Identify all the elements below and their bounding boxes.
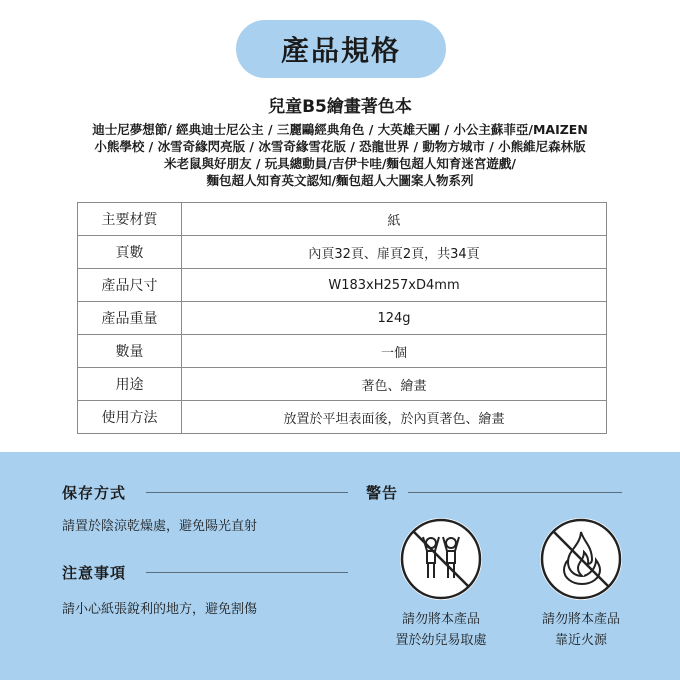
table-row (78, 401, 607, 434)
spec-value: 124g (182, 302, 607, 335)
storage-heading: 保存方式 (62, 484, 127, 502)
spec-label: 數量 (78, 335, 182, 368)
divider (146, 572, 348, 573)
compatible-series-list (30, 121, 650, 189)
compat-line: 迪士尼夢想節/ 經典迪士尼公主 / 三麗鷗經典角色 / 大英雄天團 / 小公主蘇菲亞/MAIZEN (92, 122, 588, 137)
table-row (78, 335, 607, 368)
product-subtitle: 兒童B5繪畫著色本 (268, 97, 412, 117)
no-children-icon (400, 518, 482, 600)
spec-value: W183xH257xD4mm (182, 269, 607, 302)
spec-label: 主要材質 (78, 203, 182, 236)
table-row (78, 368, 607, 401)
divider (408, 492, 622, 493)
warning-caption-line: 置於幼兒易取處 (395, 633, 487, 648)
compat-line: 麵包超人知育英文認知/麵包超人大圖案人物系列 (206, 173, 474, 188)
warning-heading: 警告 (366, 484, 399, 502)
no-fire-icon (540, 518, 622, 600)
spec-value: 一個 (182, 335, 607, 368)
compat-line: 米老鼠與好朋友 / 玩具總動員/吉伊卡哇/麵包超人知育迷宮遊戲/ (164, 156, 516, 171)
spec-label: 頁數 (78, 236, 182, 269)
notes-text: 請小心紙張銳利的地方，避免割傷 (62, 602, 258, 617)
divider (146, 492, 348, 493)
notes-heading: 注意事項 (62, 564, 127, 582)
spec-label: 產品尺寸 (78, 269, 182, 302)
spec-label: 使用方法 (78, 401, 182, 434)
table-row (78, 236, 607, 269)
table-row (78, 203, 607, 236)
page-title: 產品規格 (236, 20, 446, 78)
warning-caption-line: 請勿將本產品 (401, 612, 480, 627)
spec-value: 紙 (182, 203, 607, 236)
storage-text: 請置於陰涼乾燥處，避免陽光直射 (62, 519, 258, 534)
warning-caption-line: 靠近火源 (554, 633, 607, 648)
spec-value: 著色、繪畫 (182, 368, 607, 401)
table-row (78, 302, 607, 335)
spec-label: 用途 (78, 368, 182, 401)
spec-value: 內頁32頁、扉頁2頁，共34頁 (182, 236, 607, 269)
table-row (78, 269, 607, 302)
warning-caption (371, 609, 511, 651)
warning-caption-line: 請勿將本產品 (541, 612, 620, 627)
care-info-panel (0, 452, 680, 680)
compat-line: 小熊學校 / 冰雪奇緣閃亮版 / 冰雪奇緣雪花版 / 恐龍世界 / 動物方城市 / 小熊維尼森林版 (94, 139, 586, 154)
spec-table (77, 202, 607, 434)
spec-label: 產品重量 (78, 302, 182, 335)
spec-value: 放置於平坦表面後，於內頁著色、繪畫 (182, 401, 607, 434)
warning-caption (511, 609, 651, 651)
